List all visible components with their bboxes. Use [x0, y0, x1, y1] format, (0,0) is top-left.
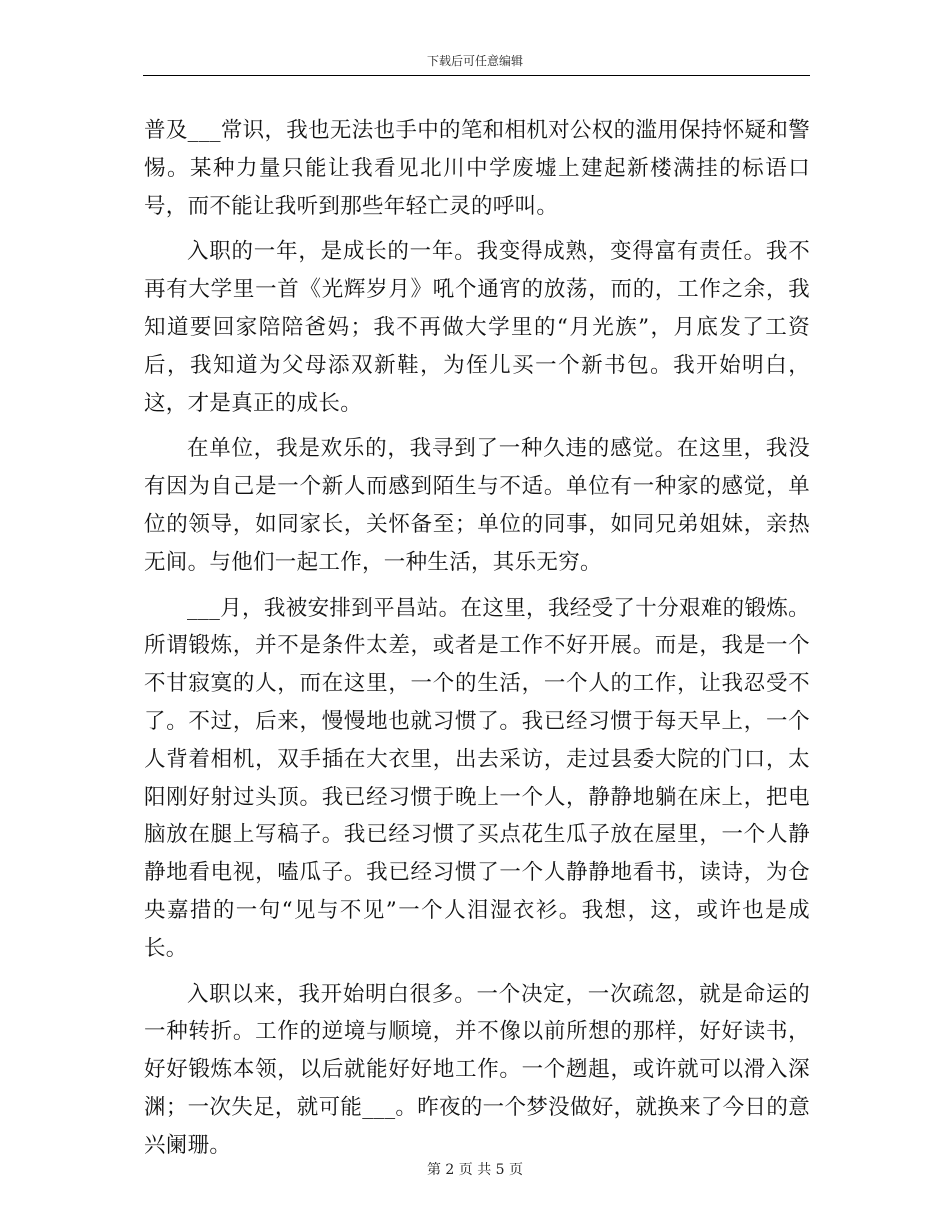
- page-number-footer: 第 2 页 共 5 页: [426, 1162, 524, 1178]
- paragraph-4: ___月，我被安排到平昌站。在这里，我经受了十分艰难的锻炼。所谓锻炼，并不是条件太差，或者是工作不好开展。而是，我是一个不甘寂寞的人，而在这里，一个的生活，一个人的工作，让我忍受不了。不过，后来，慢慢地也就习惯了。我已经习惯于每天早上，一个人背着相机，双手插在大衣里，出去采访，走过县委大院的门口，太阳刚好射过头顶。我已经习惯于晚上一个人，静静地躺在床上，把电脑放在腿上写稿子。我已经习惯了买点花生瓜子放在屋里，一个人静静地看电视，嗑瓜子。我已经习惯了一个人静静地看书，读诗，为仓央嘉措的一句“见与不见”一个人泪湿衣衫。我想，这，或许也是成长。: [144, 595, 810, 961]
- paragraph-5: 入职以来，我开始明白很多。一个决定，一次疏忽，就是命运的一种转折。工作的逆境与顺境，并不像以前所想的那样，好好读书，好好锻炼本领，以后就能好好地工作。一个趔趄，或许就可以滑入深渊；一次失足，就可能___。昨夜的一个梦没做好，就换来了今日的意兴阑珊。: [144, 981, 810, 1158]
- page-header: 下载后可任意编辑: [426, 54, 523, 68]
- paragraph-1: 普及___常识，我也无法也手中的笔和相机对公权的滥用保持怀疑和警惕。某种力量只能让我看见北川中学废墟上建起新楼满挂的标语口号，而不能让我听到那些年轻亡灵的呼叫。: [144, 118, 810, 219]
- header-divider: [143, 75, 810, 76]
- paragraph-3: 在单位，我是欢乐的，我寻到了一种久违的感觉。在这里，我没有因为自己是一个新人而感到陌生与不适。单位有一种家的感觉，单位的领导，如同家长，关怀备至；单位的同事，如同兄弟姐妹，亲热无间。与他们一起工作，一种生活，其乐无穷。: [144, 436, 810, 575]
- document-body: [144, 112, 810, 1173]
- paragraph-2: 入职的一年，是成长的一年。我变得成熟，变得富有责任。我不再有大学里一首《光辉岁月》吼个通宵的放荡，而的，工作之余，我知道要回家陪陪爸妈；我不再做大学里的“月光族”，月底发了工资后，我知道为父母添双新鞋，为侄儿买一个新书包。我开始明白，这，才是真正的成长。: [144, 239, 810, 416]
